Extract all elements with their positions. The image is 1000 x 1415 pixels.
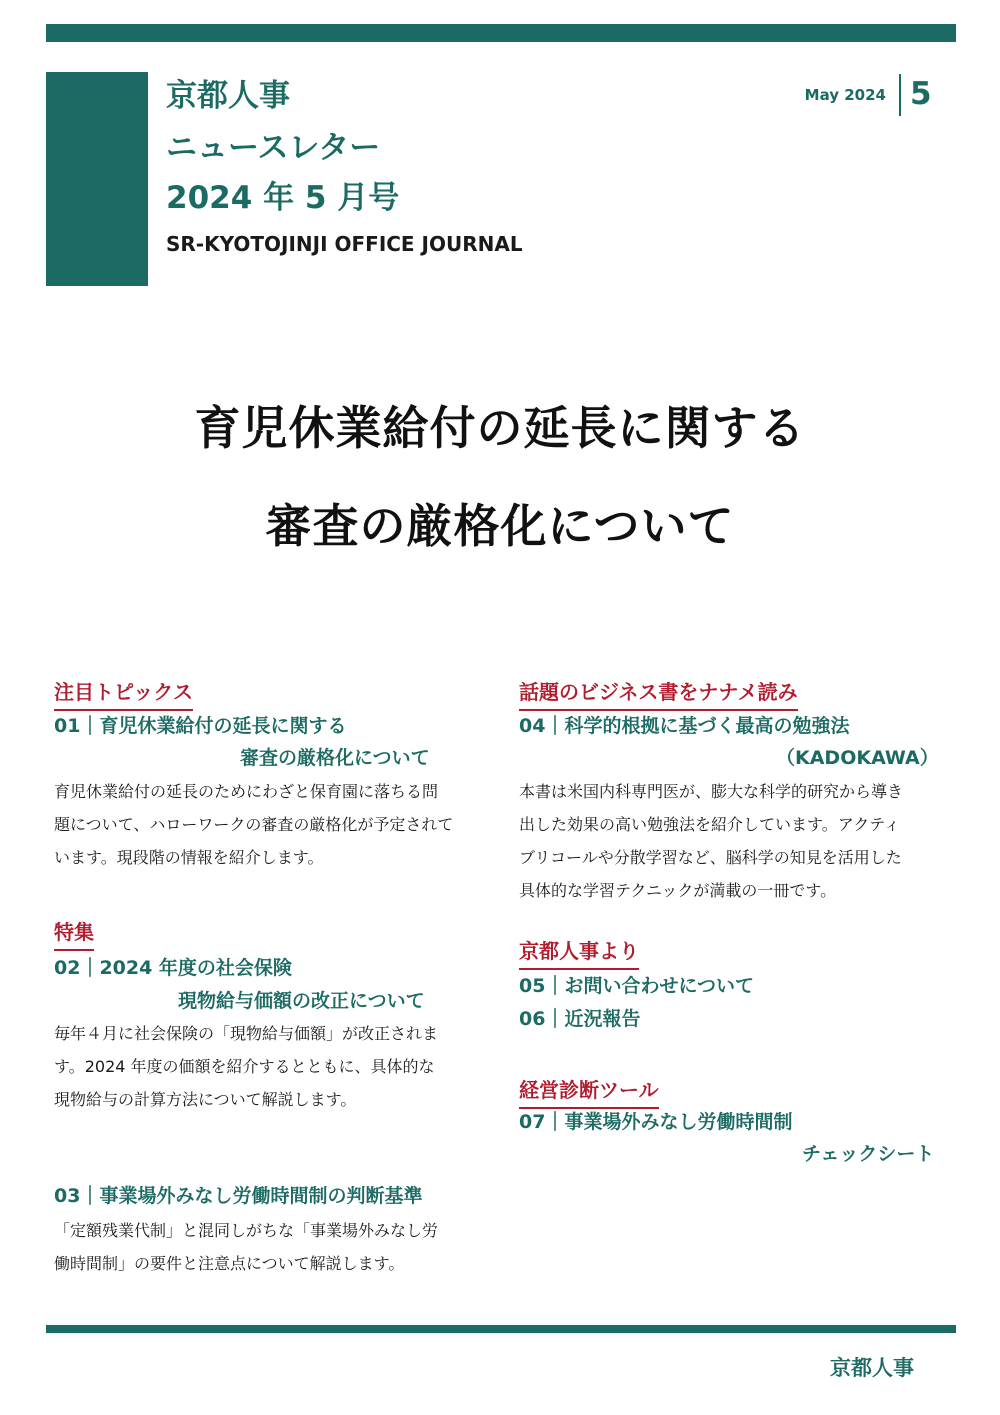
item-02-title-line-2: 現物給与価額の改正について (178, 990, 425, 1012)
section-heading-special-feature: 特集 (54, 916, 94, 951)
item-03-body: 「定額残業代制」と混同しがちな「事業場外みなし労 働時間制」の要件と注意点について解説します。 (54, 1221, 439, 1273)
issue-number: 5 (910, 76, 932, 112)
bottom-rule (46, 1325, 956, 1333)
footer-brand: 京都人事 (830, 1356, 914, 1380)
item-02-body: 毎年４月に社会保険の「現物給与価額」が改正されま す。2024 年度の価額を紹介するとともに、具体的な 現物給与の計算方法について解説します。 (54, 1024, 439, 1109)
item-07-title-line-2: チェックシート (802, 1143, 935, 1165)
journal-name: SR-KYOTOJINJI OFFICE JOURNAL (166, 232, 523, 256)
item-03-title: 03｜事業場外みなし労働時間制の判断基準 (54, 1185, 423, 1207)
item-05-title: 05｜お問い合わせについて (519, 975, 755, 997)
newsletter-title-line-1: 京都人事 (166, 78, 290, 114)
headline-line-2: 審査の厳格化について (265, 499, 735, 553)
section-heading-management-tool: 経営診断ツール (519, 1074, 659, 1109)
issue-date: May 2024 (804, 86, 886, 104)
item-06-title: 06｜近況報告 (519, 1008, 641, 1030)
item-01-title-line-2: 審査の厳格化について (240, 747, 430, 769)
item-01-body: 育児休業給付の延長のためにわざと保育園に落ちる問 題について、ハローワークの審査の厳格化が予定されて います。現段階の情報を紹介します。 (54, 782, 454, 867)
section-heading-featured-topics: 注目トピックス (54, 676, 193, 711)
item-07-title-line-1: 07｜事業場外みなし労働時間制 (519, 1111, 793, 1133)
newsletter-title-line-2: ニュースレター (166, 130, 381, 166)
date-divider (899, 74, 901, 116)
section-heading-from-kyotojinji: 京都人事より (519, 935, 639, 970)
section-heading-business-books: 話題のビジネス書をナナメ読み (519, 676, 798, 711)
headline-line-1: 育児休業給付の延長に関する (194, 401, 806, 455)
item-02-title-line-1: 02｜2024 年度の社会保険 (54, 957, 292, 979)
item-01-title-line-1: 01｜育児休業給付の延長に関する (54, 715, 347, 737)
item-04-title-line-2: （KADOKAWA） (776, 747, 939, 769)
item-04-title-line-1: 04｜科学的根拠に基づく最高の勉強法 (519, 715, 850, 737)
header-color-block (46, 72, 148, 286)
item-04-body: 本書は米国内科専門医が、膨大な科学的研究から導き 出した効果の高い勉強法を紹介しています。アクティ ブリコールや分散学習など、脳科学の知見を活用した 具体的な学習テクニックが満載の一冊です。 (519, 782, 904, 900)
newsletter-title-line-3: 2024 年 5 月号 (166, 180, 400, 216)
top-rule (46, 24, 956, 42)
